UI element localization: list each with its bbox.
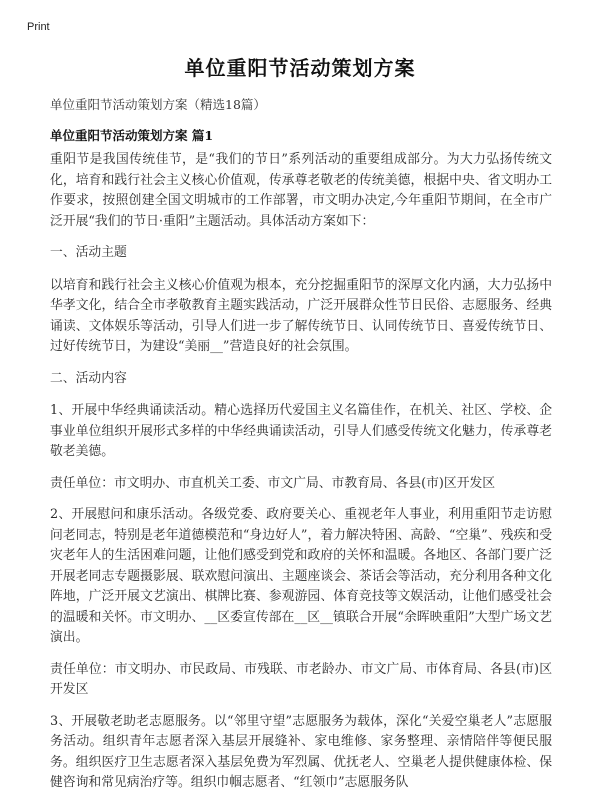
- paragraph-item-1: 1、开展中华经典诵读活动。精心选择历代爱国主义名篇佳作，在机关、社区、学校、企事业单位组织开展形式多样的中华经典诵读活动，引导人们感受传统文化魅力，传承尊老敬老美德。: [50, 403, 552, 459]
- paragraph-item-2: 2、开展慰问和康乐活动。各级党委、政府要关心、重视老年人事业，利用重阳节走访慰问老同志，特别是老年道德模范和“身边好人”，着力解决特困、高龄、“空巢”、残疾和受灾老年人的生活困难问题，让他们感受到党和政府的关怀和温暖。各地区、各部门要广泛开展老同志专题摄影展、联欢慰问演出、主题座谈会、茶话会等活动，充分利用各种文化阵地，广泛开展文艺演出、棋牌比赛、参观游园、体育竞技等文娱活动，让他们感受社会的温暖和关怀。市文明办、__区委宣传部在__区__镇联合开展“余晖映重阳”大型广场文艺演出。: [50, 507, 552, 645]
- responsible-units-1: 责任单位：市文明办、市直机关工委、市文广局、市教育局、各县(市)区开发区: [50, 475, 496, 491]
- paragraph-intro: 重阳节是我国传统佳节，是“我们的节日”系列活动的重要组成部分。为大力弘扬传统文化，培育和践行社会主义核心价值观，传承尊老敬老的传统美德，根据中央、省文明办工作要求，按照创建全国文明城市的工作部署，市文明办决定,今年重阳节期间，在全市广泛开展“我们的节日·重阳”主题活动。具体活动方案如下：: [50, 152, 552, 229]
- page-title: 单位重阳节活动策划方案: [184, 56, 416, 80]
- document-subtitle: 单位重阳节活动策划方案（精选18篇）: [50, 97, 266, 112]
- paragraph-item-3: 3、开展敬老助老志愿服务。以“邻里守望”志愿服务为载体，深化“关爱空巢老人”志愿服务活动。组织青年志愿者深入基层开展缝补、家电维修、家务整理、亲情陪伴等便民服务。组织医疗卫生志愿者深入基层免费为军烈属、优抚老人、空巢老人提供健康体检、保健咨询和常见病治疗等。组织巾帼志愿者、“红领巾”志愿服务队: [50, 713, 552, 790]
- heading-activity-theme: 一、活动主题: [50, 245, 127, 260]
- print-link[interactable]: Print: [27, 21, 50, 33]
- article-body: [50, 150, 552, 805]
- section-heading: 单位重阳节活动策划方案 篇1: [50, 128, 214, 143]
- heading-activity-content: 二、活动内容: [50, 370, 127, 386]
- responsible-units-2: 责任单位：市文明办、市民政局、市残联、市老龄办、市文广局、市体育局、各县(市)区开发区: [50, 661, 552, 697]
- paragraph-theme: 以培育和践行社会主义核心价值观为根本，充分挖掘重阳节的深厚文化内涵，大力弘扬中华孝文化，结合全市孝敬教育主题实践活动，广泛开展群众性节日民俗、志愿服务、经典诵读、文体娱乐等活动，引导人们进一步了解传统节日、认同传统节日、喜爱传统节日、过好传统节日，为建设“美丽__”营造良好的社会氛围。: [50, 277, 552, 354]
